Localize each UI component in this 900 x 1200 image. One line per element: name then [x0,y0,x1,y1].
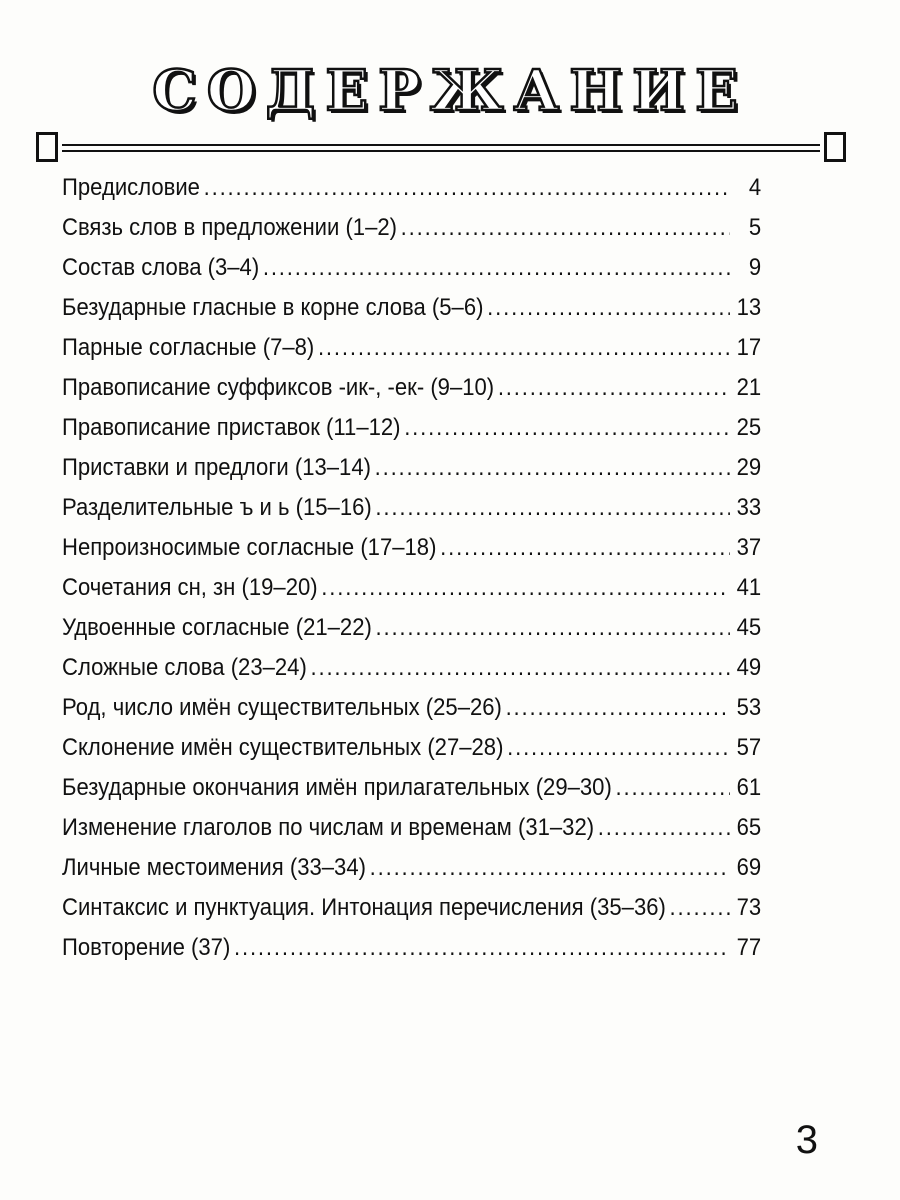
toc-entry-page: 73 [736,894,762,921]
rule-bar [62,144,820,152]
toc-entry [62,408,761,448]
toc-leader-dots [401,208,730,248]
toc-leader-dots [321,568,730,608]
toc-leader-dots [440,528,730,568]
toc-entry [62,608,761,648]
toc-entry-label: Правописание приставок (11–12) [62,414,401,441]
toc-leader-dots [506,688,730,728]
toc-entry [62,528,761,568]
toc-entry-label: Безударные окончания имён прилагательных (29–30) [62,774,612,801]
toc-entry-page: 33 [736,494,762,521]
toc-entry-label: Личные местоимения (33–34) [62,854,366,881]
toc-leader-dots [404,408,730,448]
toc-entry-page: 77 [736,934,762,961]
toc-entry [62,728,761,768]
page-number: 3 [795,1118,818,1162]
title-rule [36,132,846,168]
toc-entry-page: 29 [736,454,762,481]
toc-entry [62,568,761,608]
toc-entry-label: Род, число имён существительных (25–26) [62,694,502,721]
toc-entry [62,488,761,528]
toc-entry-label: Изменение глаголов по числам и временам (31–32) [62,814,595,841]
toc-entry-page: 69 [736,854,762,881]
toc-entry-page: 4 [748,174,762,201]
toc-entry-label: Удвоенные согласные (21–22) [62,614,372,641]
toc-leader-dots [507,728,730,768]
rule-left-square [36,132,58,162]
toc-leader-dots [311,648,730,688]
toc-entry-page: 41 [736,574,762,601]
toc-entry [62,848,761,888]
toc-entry [62,808,761,848]
toc-entry-page: 37 [736,534,762,561]
toc-entry-label: Состав слова (3–4) [62,254,260,281]
toc-entry-label: Парные согласные (7–8) [62,334,315,361]
page-title: СОДЕРЖАНИЕ [152,58,748,124]
toc-entry-page: 61 [736,774,762,801]
toc-entry-page: 25 [736,414,762,441]
toc-leader-dots [670,888,730,928]
toc-entry-page: 21 [736,374,762,401]
toc-entry-page: 53 [736,694,762,721]
toc-entry-page: 17 [736,334,762,361]
toc-entry-label: Разделительные ъ и ь (15–16) [62,494,372,521]
toc-entry-label: Сложные слова (23–24) [62,654,307,681]
toc-leader-dots [598,808,730,848]
toc-entry [62,928,761,968]
toc-leader-dots [615,768,729,808]
rule-right-square [824,132,846,162]
toc-leader-dots [375,488,730,528]
toc-leader-dots [375,448,730,488]
toc-entry-page: 45 [736,614,762,641]
toc-entry-page: 13 [736,294,762,321]
toc-entry-label: Склонение имён существительных (27–28) [62,734,504,761]
toc-entry [62,288,761,328]
toc-entry [62,648,761,688]
toc-entry [62,688,761,728]
toc-leader-dots [498,368,730,408]
toc-entry-label: Приставки и предлоги (13–14) [62,454,371,481]
toc-entry-page: 5 [748,214,762,241]
toc-entry-label: Непроизносимые согласные (17–18) [62,534,437,561]
toc-entry-label: Правописание суффиксов -ик-, -ек- (9–10) [62,374,495,401]
toc-leader-dots [318,328,730,368]
toc-entry-page: 9 [748,254,762,281]
toc-entry-page: 57 [736,734,762,761]
toc-leader-dots [370,848,730,888]
toc-entry-label: Связь слов в предложении (1–2) [62,214,397,241]
toc-entry [62,768,761,808]
toc-entry-label: Сочетания сн, зн (19–20) [62,574,318,601]
toc-leader-dots [204,168,730,208]
toc-entry-label: Повторение (37) [62,934,231,961]
toc-leader-dots [487,288,730,328]
toc-entry-label: Предисловие [62,174,200,201]
toc-entry [62,248,761,288]
toc-entry [62,888,761,928]
toc-leader-dots [234,928,730,968]
toc-leader-dots [376,608,730,648]
toc-entry-label: Синтаксис и пунктуация. Интонация перечисления (35–36) [62,894,666,921]
toc-entry-label: Безударные гласные в корне слова (5–6) [62,294,484,321]
toc-leader-dots [263,248,730,288]
toc-entry [62,168,761,208]
toc-entry [62,448,761,488]
toc-entry-page: 49 [736,654,762,681]
toc-entry [62,208,761,248]
toc-entry [62,328,761,368]
toc-entry-page: 65 [736,814,762,841]
table-of-contents [62,168,761,968]
toc-entry [62,368,761,408]
